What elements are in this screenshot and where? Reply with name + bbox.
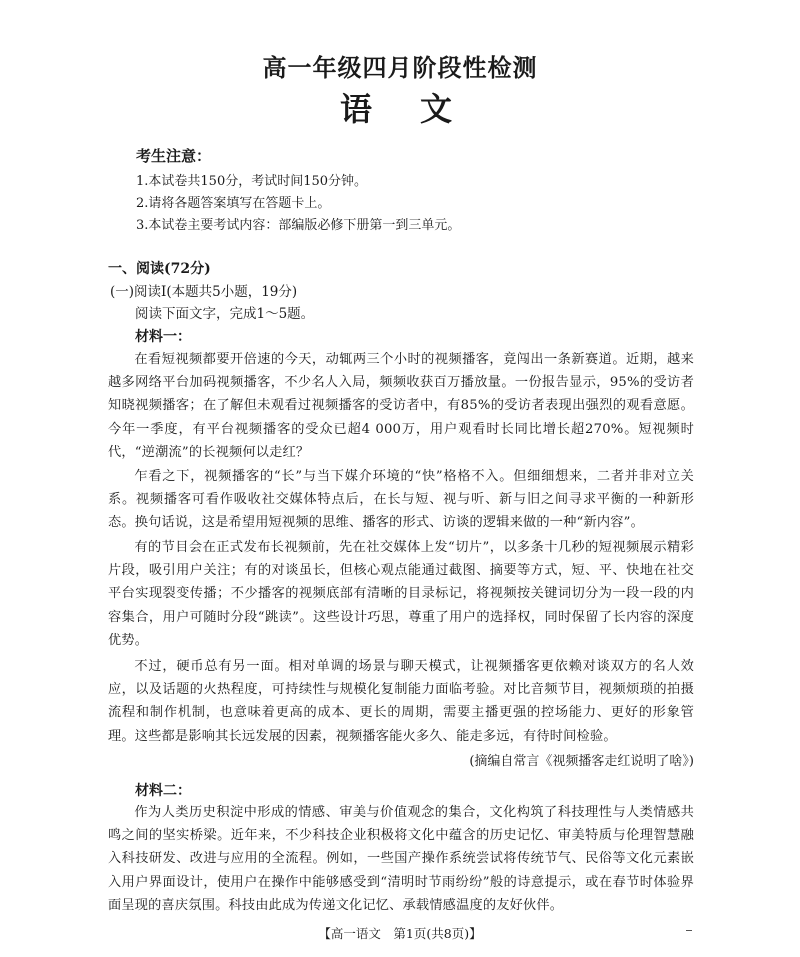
subsection-heading: (一)阅读Ⅰ(本题共5小题，19分)	[110, 284, 298, 300]
notice-heading: 考生注意：	[136, 147, 212, 165]
material-paragraph: 不过，硬币总有另一面。相对单调的场景与聊天模式，让视频播客更依赖对谈双方的名人效应，以及话题的火热程度，可持续性与规模化复制能力面临考验。对比音频节目，视频烦琐的拍摄流程和制作机制，也意味着更高的成本、更长的周期，需要主播更强的控场能力、更好的形象管理。这些都是影响其长远发展的因素，视频播客能火多久、能走多远，有待时间检验。	[108, 659, 694, 744]
material-two-heading: 材料二：	[135, 783, 191, 799]
material-one-heading: 材料一：	[135, 329, 191, 345]
material-paragraph: 作为人类历史积淀中形成的情感、审美与价值观念的集合，文化构筑了科技理性与人类情感共鸣之间的坚实桥梁。近年来，不少科技企业积极将文化中蕴含的历史记忆、审美特质与伦理智慧融入科技研发、改进与应用的全流程。例如，一些国产操作系统尝试将传统节气、民俗等文化元素嵌入用户界面设计，使用户在操作中能够感受到“清明时节雨纷纷”般的诗意提示，或在春节时体验界面呈现的喜庆氛围。科技由此成为传递文化记忆、承载情感温度的友好伙伴。	[108, 805, 694, 913]
material-paragraph: 有的节目会在正式发布长视频前，先在社交媒体上发“切片”，以多条十几秒的短视频展示精彩片段，吸引用户关注；有的对谈虽长，但核心观点能通过截图、摘要等方式，短、平、快地在社交平台实现裂变传播；不少播客的视频底部有清晰的目录标记，将视频按关键词切分为一段一段的内容集合，用户可随时分段“跳读”。这些设计巧思，尊重了用户的选择权，同时保留了长内容的深度优势。	[108, 540, 694, 648]
notice-item: 3.本试卷主要考试内容：部编版必修下册第一到三单元。	[136, 218, 461, 233]
material-paragraph: 乍看之下，视频播客的“长”与当下媒介环境的“快”格格不入。但细细想来，二者并非对立关系。视频播客可看作吸收社交媒体特点后，在长与短、视与听、新与旧之间寻求平衡的一种新形态。换句话说，这是希望用短视频的思维、播客的形式、访谈的逻辑来做的一种“新内容”。	[108, 469, 694, 531]
print-mark	[686, 930, 692, 931]
material-paragraph: 在看短视频都要开倍速的今天，动辄两三个小时的视频播客，竟闯出一条新赛道。近期，越来越多网络平台加码视频播客，不少名人入局，频频收获百万播放量。一份报告显示，95%的受访者知晓视频播客；在了解但未观看过视频播客的受访者中，有85%的受访者表现出强烈的观看意愿。今年一季度，有平台视频播客的受众已超4 000万，用户观看时长同比增长超270%。短视频时代，“逆潮流”的长视频何以走红？	[108, 352, 694, 460]
notice-item: 1.本试卷共150分，考试时间150分钟。	[136, 174, 368, 189]
section-heading: 一、阅读(72分)	[108, 261, 211, 277]
notice-item: 2.请将各题答案填写在答题卡上。	[136, 196, 331, 211]
instruction-text: 阅读下面文字，完成1～5题。	[135, 306, 315, 322]
page-footer: 【高一语文 第1页(共8页)】	[318, 926, 482, 941]
exam-title: 高一年级四月阶段性检测	[262, 53, 538, 82]
source-citation: (摘编自常言《视频播客走红说明了啥》)	[469, 754, 694, 769]
subject-title: 语文	[339, 90, 500, 128]
